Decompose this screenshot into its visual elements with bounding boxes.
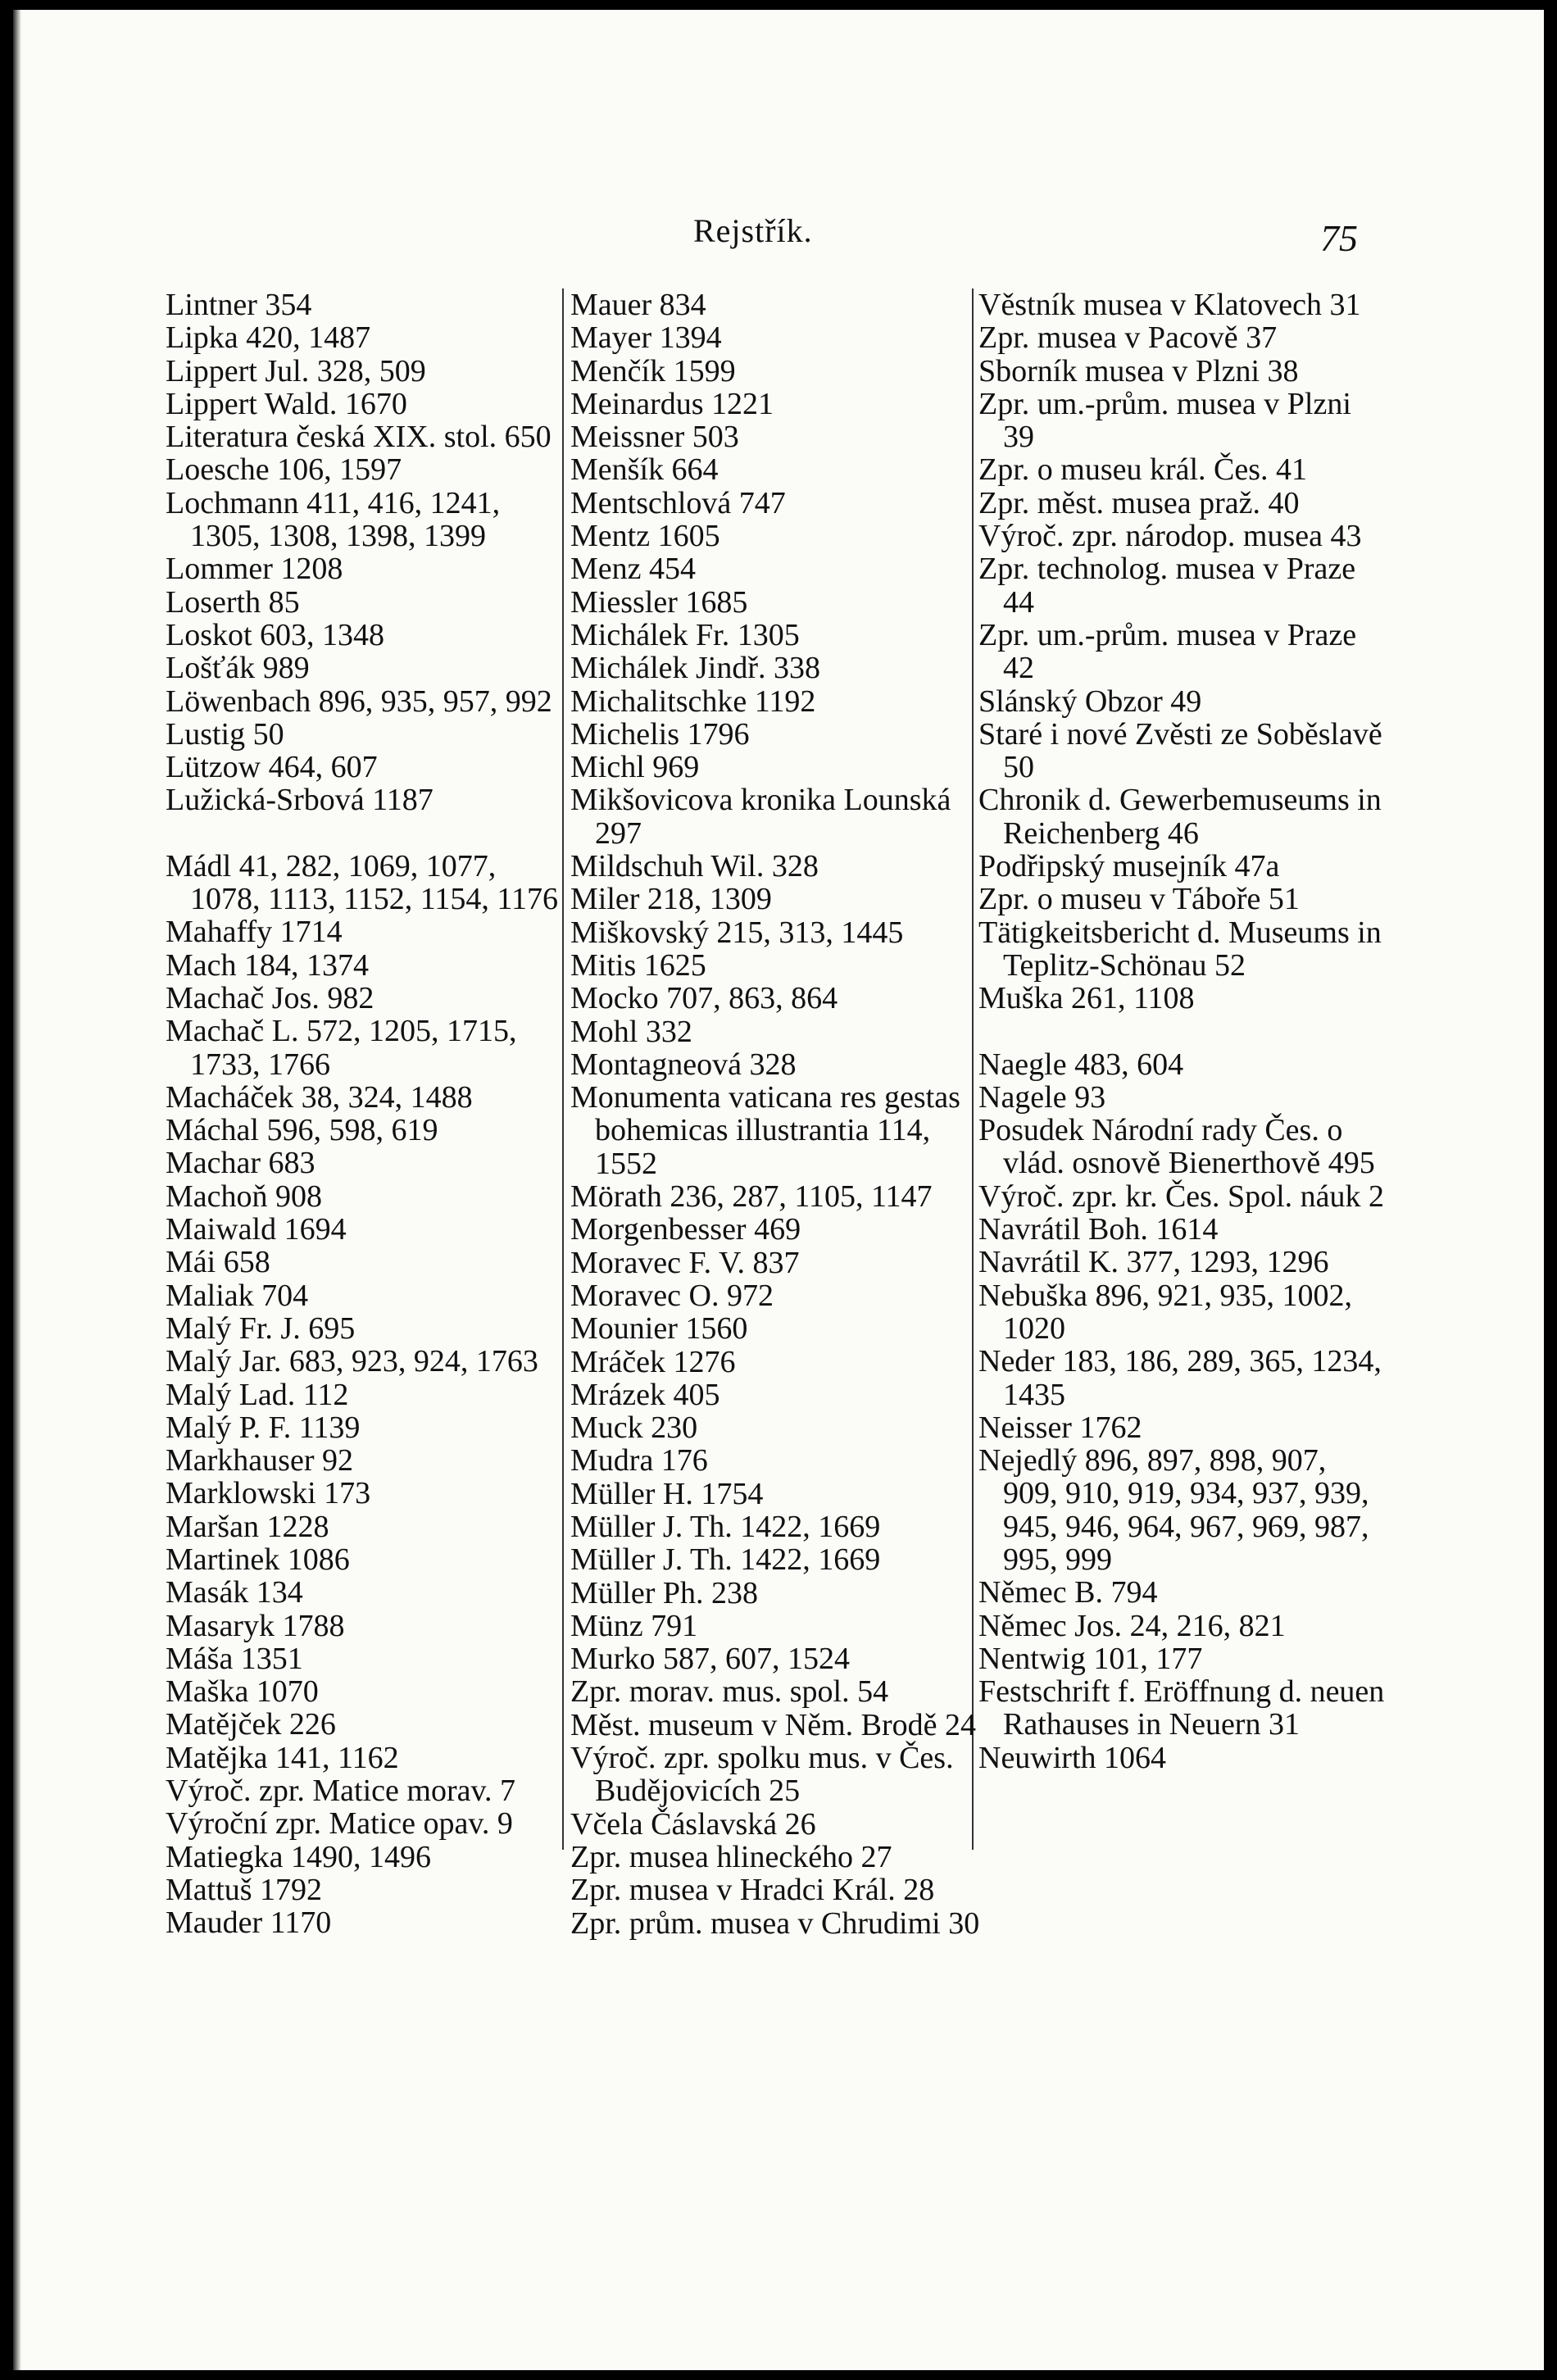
index-entry: Muška 261, 1108 [978,981,1195,1016]
index-entry: Zpr. musea v Pacově 37 [978,320,1278,356]
index-entry: Murko 587, 607, 1524 [570,1642,850,1677]
index-entry: Mohl 332 [570,1014,692,1049]
index-entry: Sborník musea v Plzni 38 [978,353,1299,388]
index-entry: Lommer 1208 [166,552,343,587]
index-entry: Maiwald 1694 [166,1212,347,1247]
index-entry: Macháček 38, 324, 1488 [166,1079,473,1115]
index-entry: Monumenta vaticana res gestas bohemicas illustrantia 114, 1552 [570,1080,960,1181]
index-entry: Michelis 1796 [570,716,750,752]
index-entry: Malý P. F. 1139 [166,1410,361,1445]
index-entry: Michálek Jindř. 338 [570,651,821,686]
index-entry: Němec Jos. 24, 216, 821 [978,1608,1286,1643]
index-entry: Moravec O. 972 [570,1278,774,1313]
index-entry: Lippert Wald. 1670 [166,386,407,421]
index-entry: Morgenbesser 469 [570,1212,801,1247]
index-entry: Malý Fr. J. 695 [166,1310,356,1346]
index-entry: Neuwirth 1064 [978,1740,1167,1775]
index-entry: Masák 134 [166,1575,303,1610]
index-entry: Masaryk 1788 [166,1608,345,1643]
index-entry: Zpr. o museu v Táboře 51 [978,882,1300,917]
index-entry: Lužická-Srbová 1187 [166,783,434,818]
index-entry: Literatura česká XIX. stol. 650 [166,420,552,455]
index-entry: Mentz 1605 [570,519,720,554]
index-entry: Mauder 1170 [166,1905,332,1941]
index-column-2 [570,288,980,1940]
index-column-1 [166,288,559,1940]
index-entry: Machar 683 [166,1146,315,1181]
index-entry: Zpr. um.-prům. musea v Praze 42 [978,617,1357,686]
index-entry: Menčík 1599 [570,353,736,388]
index-entry: Meinardus 1221 [570,386,774,421]
index-entry: Mach 184, 1374 [166,947,370,983]
index-entry: Lippert Jul. 328, 509 [166,353,426,388]
index-entry: Matějka 141, 1162 [166,1740,399,1775]
index-entry: Mrázek 405 [570,1377,720,1412]
index-entry: Müller J. Th. 1422, 1669 [570,1542,881,1578]
index-entry: Nejedlý 896, 897, 898, 907, 909, 910, 919, 934, 937, 939, 945, 946, 964, 967, 969, 987, 995, 999 [978,1443,1369,1577]
index-entry: Staré i nové Zvěsti ze Soběslavě 50 [978,716,1382,785]
index-entry: Miessler 1685 [570,584,748,620]
index-entry: Výroč. zpr. spolku mus. v Čes. Budějovicích 25 [570,1741,954,1809]
index-entry: Mauer 834 [570,288,706,322]
index-entry: Mitis 1625 [570,947,706,983]
index-entry: Matějček 226 [166,1707,336,1742]
index-entry: Malý Lad. 112 [166,1377,349,1412]
index-entry: Věstník musea v Klatovech 31 [978,288,1361,322]
index-entry: Lochmann 411, 416, 1241, 1305, 1308, 1398, 1399 [166,485,501,554]
index-entry: Neder 183, 186, 289, 365, 1234, 1435 [978,1344,1382,1412]
index-entry: Nagele 93 [978,1079,1106,1115]
column-divider [562,288,564,1850]
index-entry: Markhauser 92 [166,1443,353,1478]
index-entry: Lošťák 989 [166,651,310,686]
index-entry: Machač L. 572, 1205, 1715, 1733, 1766 [166,1014,517,1082]
page-title: Rejstřík. [693,212,813,249]
index-entry: Zpr. o museu král. Čes. 41 [978,452,1308,488]
index-entry: Machač Jos. 982 [166,980,374,1015]
index-entry: Nebuška 896, 921, 935, 1002, 1020 [978,1278,1352,1346]
index-entry: Miškovský 215, 313, 1445 [570,915,904,950]
index-entry: Mái 658 [166,1245,270,1280]
index-entry: Zpr. musea v Hradci Král. 28 [570,1873,935,1908]
index-entry: Maršan 1228 [166,1509,329,1544]
index-entry: Müller Ph. 238 [570,1575,759,1610]
page-number: 75 [1320,217,1358,259]
index-entry: Máchal 596, 598, 619 [166,1113,438,1148]
index-entry: Nentwig 101, 177 [978,1641,1203,1676]
section-gap [978,1015,1388,1048]
index-entry: Navrátil K. 377, 1293, 1296 [978,1245,1329,1280]
index-entry: Zpr. technolog. musea v Praze 44 [978,552,1356,620]
index-entry: Výroční zpr. Matice opav. 9 [166,1806,513,1842]
index-entry: Miler 218, 1309 [570,882,772,917]
index-entry: Lustig 50 [166,716,284,752]
index-entry: Marklowski 173 [166,1476,371,1511]
index-entry: Mráček 1276 [570,1344,736,1379]
index-entry: Chronik d. Gewerbemuseums in Reichenberg 46 [978,783,1382,851]
page-edge-shadow [13,10,21,2370]
index-entry: Montagneová 328 [570,1047,797,1082]
index-entry: Müller H. 1754 [570,1476,764,1511]
index-entry: Müller J. Th. 1422, 1669 [570,1509,881,1544]
index-column-3 [978,288,1388,1774]
index-entry: Výroč. zpr. kr. Čes. Spol. náuk 2 [978,1179,1385,1214]
index-entry: Měst. museum v Něm. Brodě 24 [570,1707,977,1742]
index-entry: Lipka 420, 1487 [166,320,371,356]
index-entry: Podřipský musejník 47a [978,849,1280,884]
index-entry: Posudek Národní rady Čes. o vlád. osnově Bienerthově 495 [978,1113,1375,1181]
index-entry: Výroč. zpr. Matice morav. 7 [166,1774,515,1809]
index-entry: Výroč. zpr. národop. musea 43 [978,519,1362,554]
index-entry: Neisser 1762 [978,1410,1142,1445]
index-entry: Münz 791 [570,1608,698,1643]
index-entry: Mikšovicova kronika Lounská 297 [570,783,951,851]
index-entry: Michálek Fr. 1305 [570,617,800,652]
index-entry: Martinek 1086 [166,1542,350,1577]
index-entry: Loesche 106, 1597 [166,452,402,488]
index-entry: Zpr. um.-prům. musea v Plzni 39 [978,386,1351,455]
index-entry: Lintner 354 [166,288,312,322]
index-entry: Loserth 85 [166,584,300,620]
index-entry: Löwenbach 896, 935, 957, 992 [166,684,552,719]
index-entry: Zpr. měst. musea praž. 40 [978,485,1300,520]
index-entry: Maliak 704 [166,1278,309,1313]
index-entry: Mayer 1394 [570,320,722,356]
index-entry: Mudra 176 [570,1443,708,1478]
index-entry: Navrátil Boh. 1614 [978,1212,1219,1247]
index-entry: Tätigkeitsbericht d. Museums in Teplitz-Schönau 52 [978,915,1382,983]
index-entry: Zpr. musea hlineckého 27 [570,1839,892,1874]
index-entry: Menšík 664 [570,452,719,488]
index-entry: Slánský Obzor 49 [978,684,1202,719]
index-entry: Zpr. morav. mus. spol. 54 [570,1674,889,1710]
index-page [13,10,1544,2370]
index-entry: Mocko 707, 863, 864 [570,981,838,1016]
index-entry: Meissner 503 [570,420,739,455]
index-entry: Mörath 236, 287, 1105, 1147 [570,1179,933,1215]
index-entry: Včela Čáslavská 26 [570,1806,816,1842]
section-gap [166,817,559,850]
index-entry: Máša 1351 [166,1641,303,1676]
index-entry: Mahaffy 1714 [166,915,343,950]
index-entry: Matiegka 1490, 1496 [166,1839,432,1874]
index-entry: Němec B. 794 [978,1575,1158,1610]
index-entry: Michl 969 [570,750,700,785]
index-entry: Mildschuh Wil. 328 [570,849,819,884]
index-entry: Moravec F. V. 837 [570,1245,800,1280]
index-entry: Machoň 908 [166,1179,323,1214]
index-entry: Mádl 41, 282, 1069, 1077, 1078, 1113, 1152, 1154, 1176 [166,848,558,917]
index-entry: Naegle 483, 604 [978,1047,1184,1082]
index-entry: Michalitschke 1192 [570,684,816,719]
index-entry: Mounier 1560 [570,1311,748,1347]
index-entry: Festschrift f. Eröffnung d. neuen Rathauses in Neuern 31 [978,1674,1385,1742]
index-entry: Lützow 464, 607 [166,750,378,785]
index-entry: Mattuš 1792 [166,1872,323,1907]
index-entry: Zpr. prům. musea v Chrudimi 30 [570,1905,980,1941]
index-entry: Muck 230 [570,1410,698,1446]
index-entry: Maška 1070 [166,1674,319,1710]
index-entry: Mentschlová 747 [570,485,786,520]
index-entry: Malý Jar. 683, 923, 924, 1763 [166,1344,538,1379]
index-entry: Menz 454 [570,552,697,587]
index-entry: Loskot 603, 1348 [166,617,385,652]
